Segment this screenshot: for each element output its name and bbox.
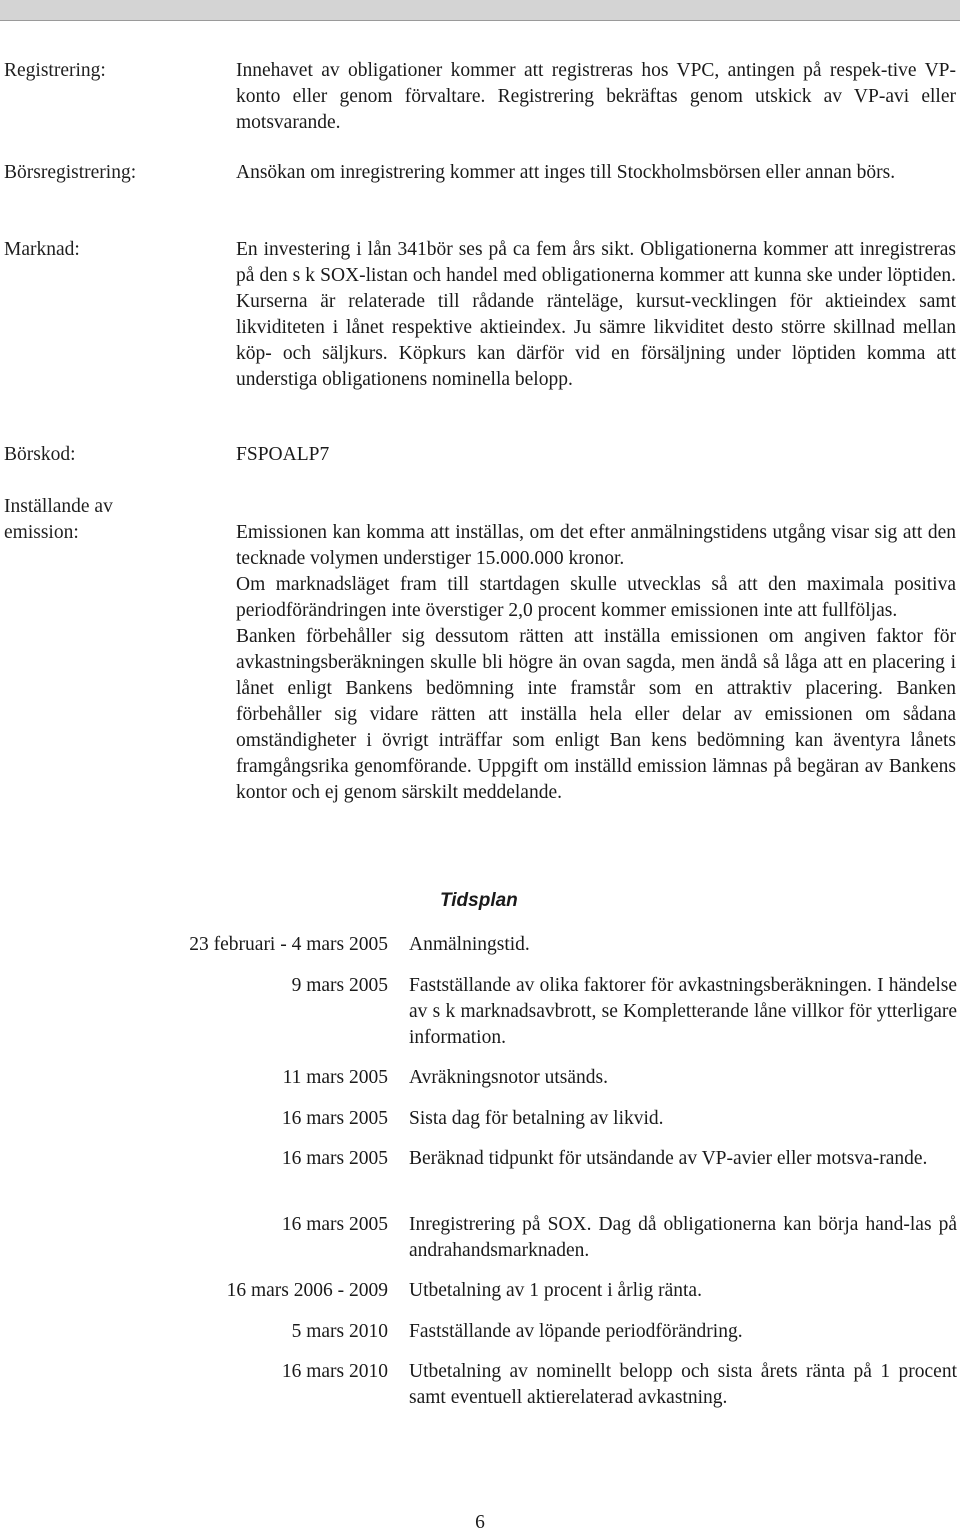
timeline-title: Tidsplan (440, 890, 518, 911)
timeline-description: Beräknad tidpunkt för utsändande av VP-avier eller motsva-rande. (409, 1148, 928, 1169)
timeline-date: 16 mars 2010 (281, 1361, 388, 1382)
installande-paragraph: Om marknadsläget fram till startdagen skulle utvecklas så att den maximala positiva periodförändringen inte överstiger 2,0 procent kommer emissionen inte att fullföljas. (236, 574, 956, 621)
timeline-date: 16 mars 2006 - 2009 (226, 1280, 388, 1301)
timeline-description: Inregistrering på SOX. Dag då obligationerna kan börja hand-las på andrahandsmarknaden. (409, 1214, 957, 1261)
section-label-borsregistrering: Börsregistrering: (4, 162, 137, 183)
header-band (0, 0, 960, 20)
timeline-description: Avräkningsnotor utsänds. (409, 1067, 608, 1088)
timeline-date: 11 mars 2005 (282, 1067, 388, 1088)
installande-paragraph: Emissionen kan komma att inställas, om det efter anmälningstidens utgång visar sig att den tecknade volymen understiger 15.000.000 kronor. (236, 522, 956, 569)
section-label-installande: Inställande av emission: (4, 496, 113, 543)
section-text-borsregistrering: Ansökan om inregistrering kommer att inges till Stockholmsbörsen eller annan börs. (236, 162, 896, 183)
timeline-description: Utbetalning av nominellt belopp och sista årets ränta på 1 procent samt eventuell aktierelaterad avkastning. (409, 1361, 957, 1408)
page-number: 6 (475, 1512, 485, 1533)
timeline-description: Fastställande av olika faktorer för avkastningsberäkningen. I händelse av s k marknadsavbrott, se Kompletterande låne villkor för ytterligare information. (409, 975, 957, 1048)
installande-paragraph: Banken förbehåller sig dessutom rätten att inställa emissionen om angiven faktor för avkastningsberäkningen skulle bli högre än ovan sagda, men ändå så låga att en placering i lånet enligt Bankens bedömning inte framstår som en attraktiv placering. Banken förbehåller sig vidare rätten att inställa hela eller delar av emissionen om sådana omständigheter i övrigt inträffar som enligt Ban kens bedömning kan äventyra lånets framgångsrika genomförande. Uppgift om inställd emission lämnas på begäran av Bankens kontor och ej genom särskilt meddelande. (236, 626, 956, 803)
section-label-borskod: Börskod: (4, 444, 76, 465)
timeline-description: Sista dag för betalning av likvid. (409, 1108, 664, 1129)
header-rule (0, 20, 960, 21)
timeline-description: Utbetalning av 1 procent i årlig ränta. (409, 1280, 702, 1301)
section-label-registrering: Registrering: (4, 60, 106, 81)
section-text-registrering: Innehavet av obligationer kommer att registreras hos VPC, antingen på respek-tive VP-konto eller genom förvaltare. Registrering bekräftas genom utskick av VP-avi eller motsvarande. (236, 60, 956, 133)
timeline-description: Fastställande av löpande periodförändring. (409, 1321, 743, 1342)
section-text-borskod: FSPOALP7 (236, 444, 330, 465)
section-label-marknad: Marknad: (4, 239, 80, 260)
timeline-date: 9 mars 2005 (291, 975, 388, 996)
timeline-date: 5 mars 2010 (291, 1321, 388, 1342)
timeline-date: 16 mars 2005 (281, 1214, 388, 1235)
timeline-description: Anmälningstid. (409, 934, 530, 955)
section-text-marknad: En investering i lån 341bör ses på ca fem års sikt. Obligationerna kommer att inregistreras på den s k SOX-listan och handel med obligationerna kommer att kunna ske under löptiden. Kurserna är relaterade till rådande ränteläge, kursut-vecklingen för aktieindex samt likviditeten i lånet respektive aktieindex. Ju sämre likviditet desto större skillnad mellan köp- och säljkurs. Köpkurs kan därför vid en försäljning under löptiden komma att understiga obligationens nominella belopp. (236, 239, 956, 390)
timeline-date: 16 mars 2005 (281, 1108, 388, 1129)
timeline-date: 23 februari - 4 mars 2005 (189, 934, 388, 955)
section-text-installande (236, 520, 956, 806)
timeline-date: 16 mars 2005 (281, 1148, 388, 1169)
